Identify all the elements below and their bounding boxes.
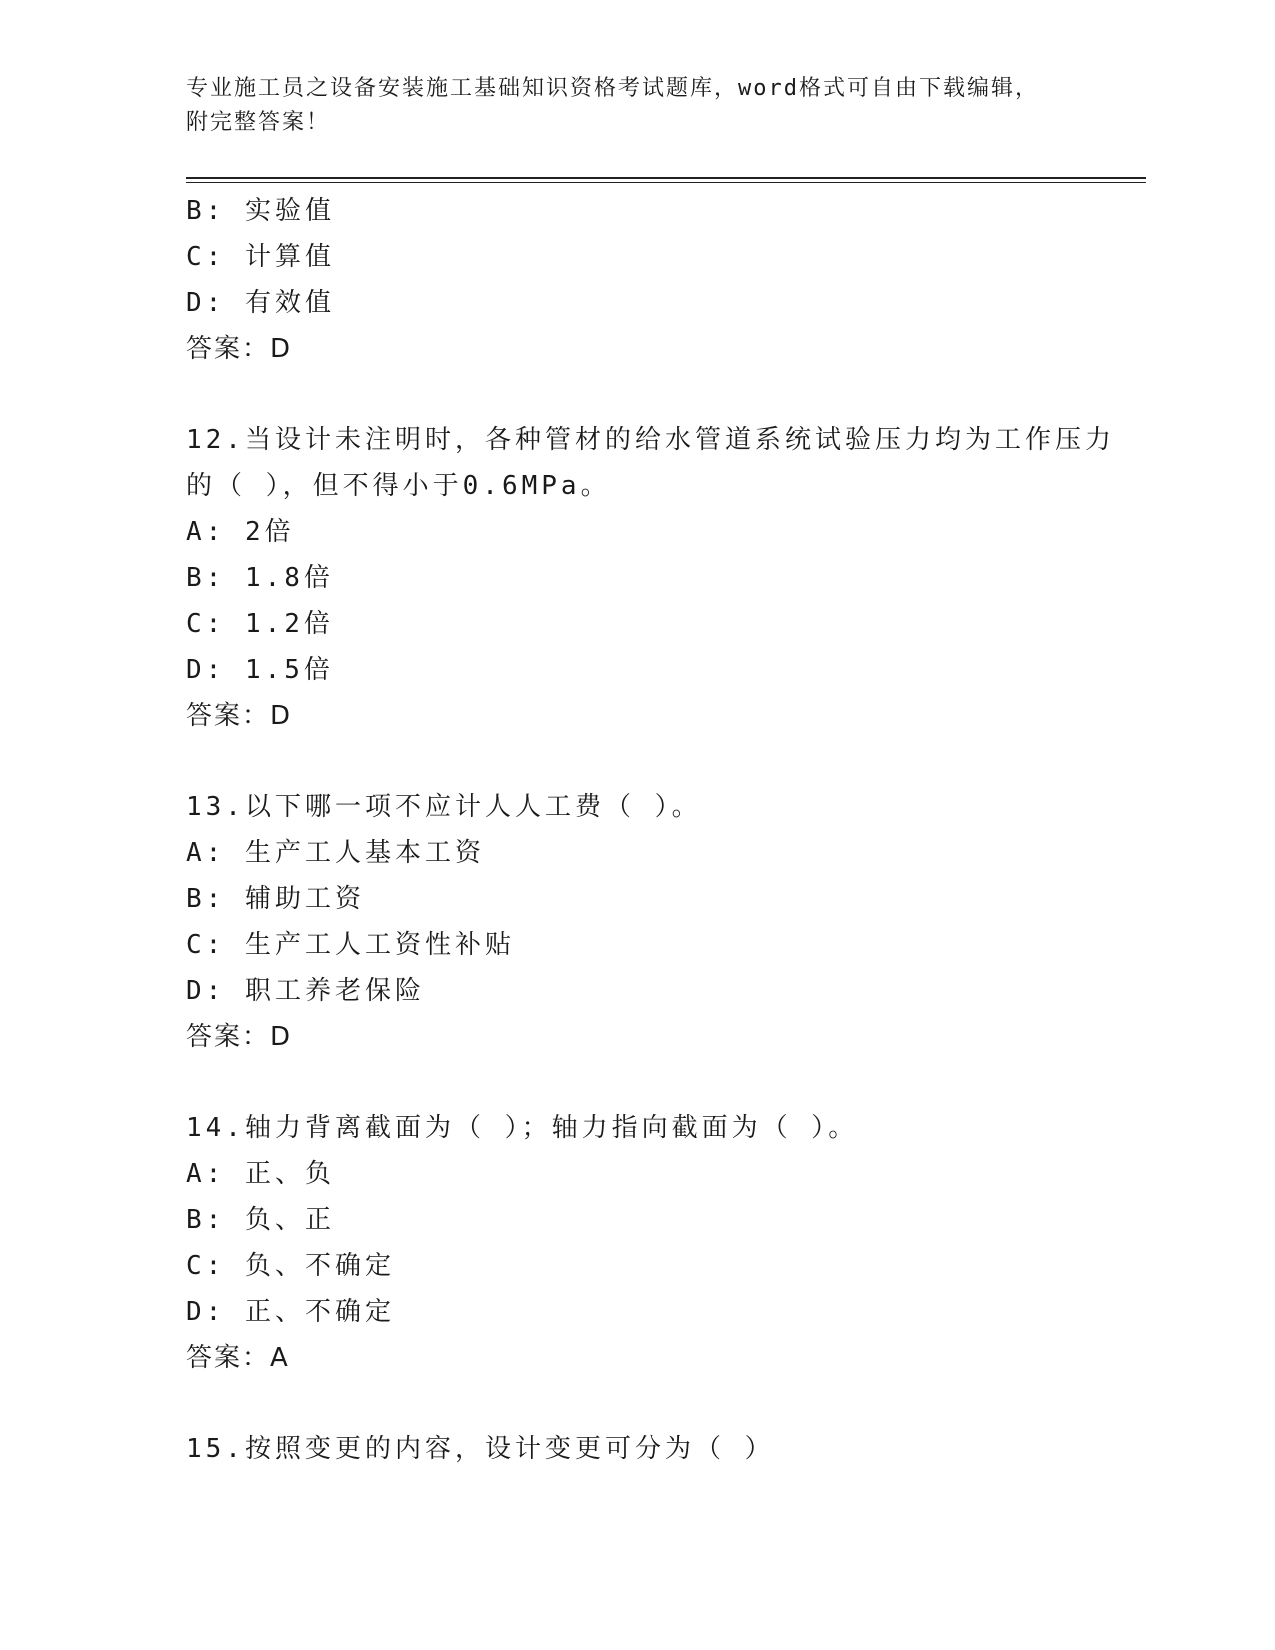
option-c: C: 计算值: [186, 242, 335, 272]
question-stem: 15.按照变更的内容，设计变更可分为（ ）: [186, 1434, 775, 1464]
question-stem-line-2: 的（ ），但不得小于0.6MPa。: [186, 471, 611, 501]
option-d: D: 1.5倍: [186, 655, 334, 685]
question-stem-line-1: 12.当设计未注明时，各种管材的给水管道系统试验压力均为工作压力: [186, 425, 1115, 455]
option-b: B: 辅助工资: [186, 884, 365, 914]
answer: 答案：D: [186, 334, 293, 364]
option-b: B: 1.8倍: [186, 563, 334, 593]
option-c: C: 生产工人工资性补贴: [186, 930, 515, 960]
header-divider-thin: [186, 182, 1146, 183]
answer: 答案：D: [186, 1022, 293, 1052]
spacer: [186, 1381, 1146, 1426]
option-b: B: 负、正: [186, 1205, 335, 1235]
header-line-1: 专业施工员之设备安装施工基础知识资格考试题库，word格式可自由下载编辑，: [186, 76, 1039, 101]
option-d: D: 有效值: [186, 288, 335, 318]
question-12: [186, 417, 1146, 739]
option-d: D: 职工养老保险: [186, 976, 425, 1006]
question-stem: 13.以下哪一项不应计人人工费（ ）。: [186, 792, 702, 822]
option-c: C: 1.2倍: [186, 609, 334, 639]
option-d: D: 正、不确定: [186, 1297, 395, 1327]
spacer: [186, 372, 1146, 417]
question-14: [186, 1105, 1146, 1381]
option-c: C: 负、不确定: [186, 1251, 395, 1281]
question-13: [186, 784, 1146, 1060]
question-11: [186, 188, 1146, 372]
option-a: A: 生产工人基本工资: [186, 838, 485, 868]
option-a: A: 2倍: [186, 517, 295, 547]
header-line-2: 附完整答案！: [186, 110, 331, 135]
answer: 答案：A: [186, 1343, 290, 1373]
header-divider-thick: [186, 177, 1146, 179]
answer: 答案：D: [186, 701, 293, 731]
question-stem: 14.轴力背离截面为（ ）；轴力指向截面为（ ）。: [186, 1113, 859, 1143]
document-header: [186, 72, 1086, 140]
option-a: A: 正、负: [186, 1159, 335, 1189]
question-list: [186, 188, 1146, 1472]
spacer: [186, 739, 1146, 784]
spacer: [186, 1060, 1146, 1105]
option-b: B: 实验值: [186, 196, 335, 226]
question-15: [186, 1426, 1146, 1472]
